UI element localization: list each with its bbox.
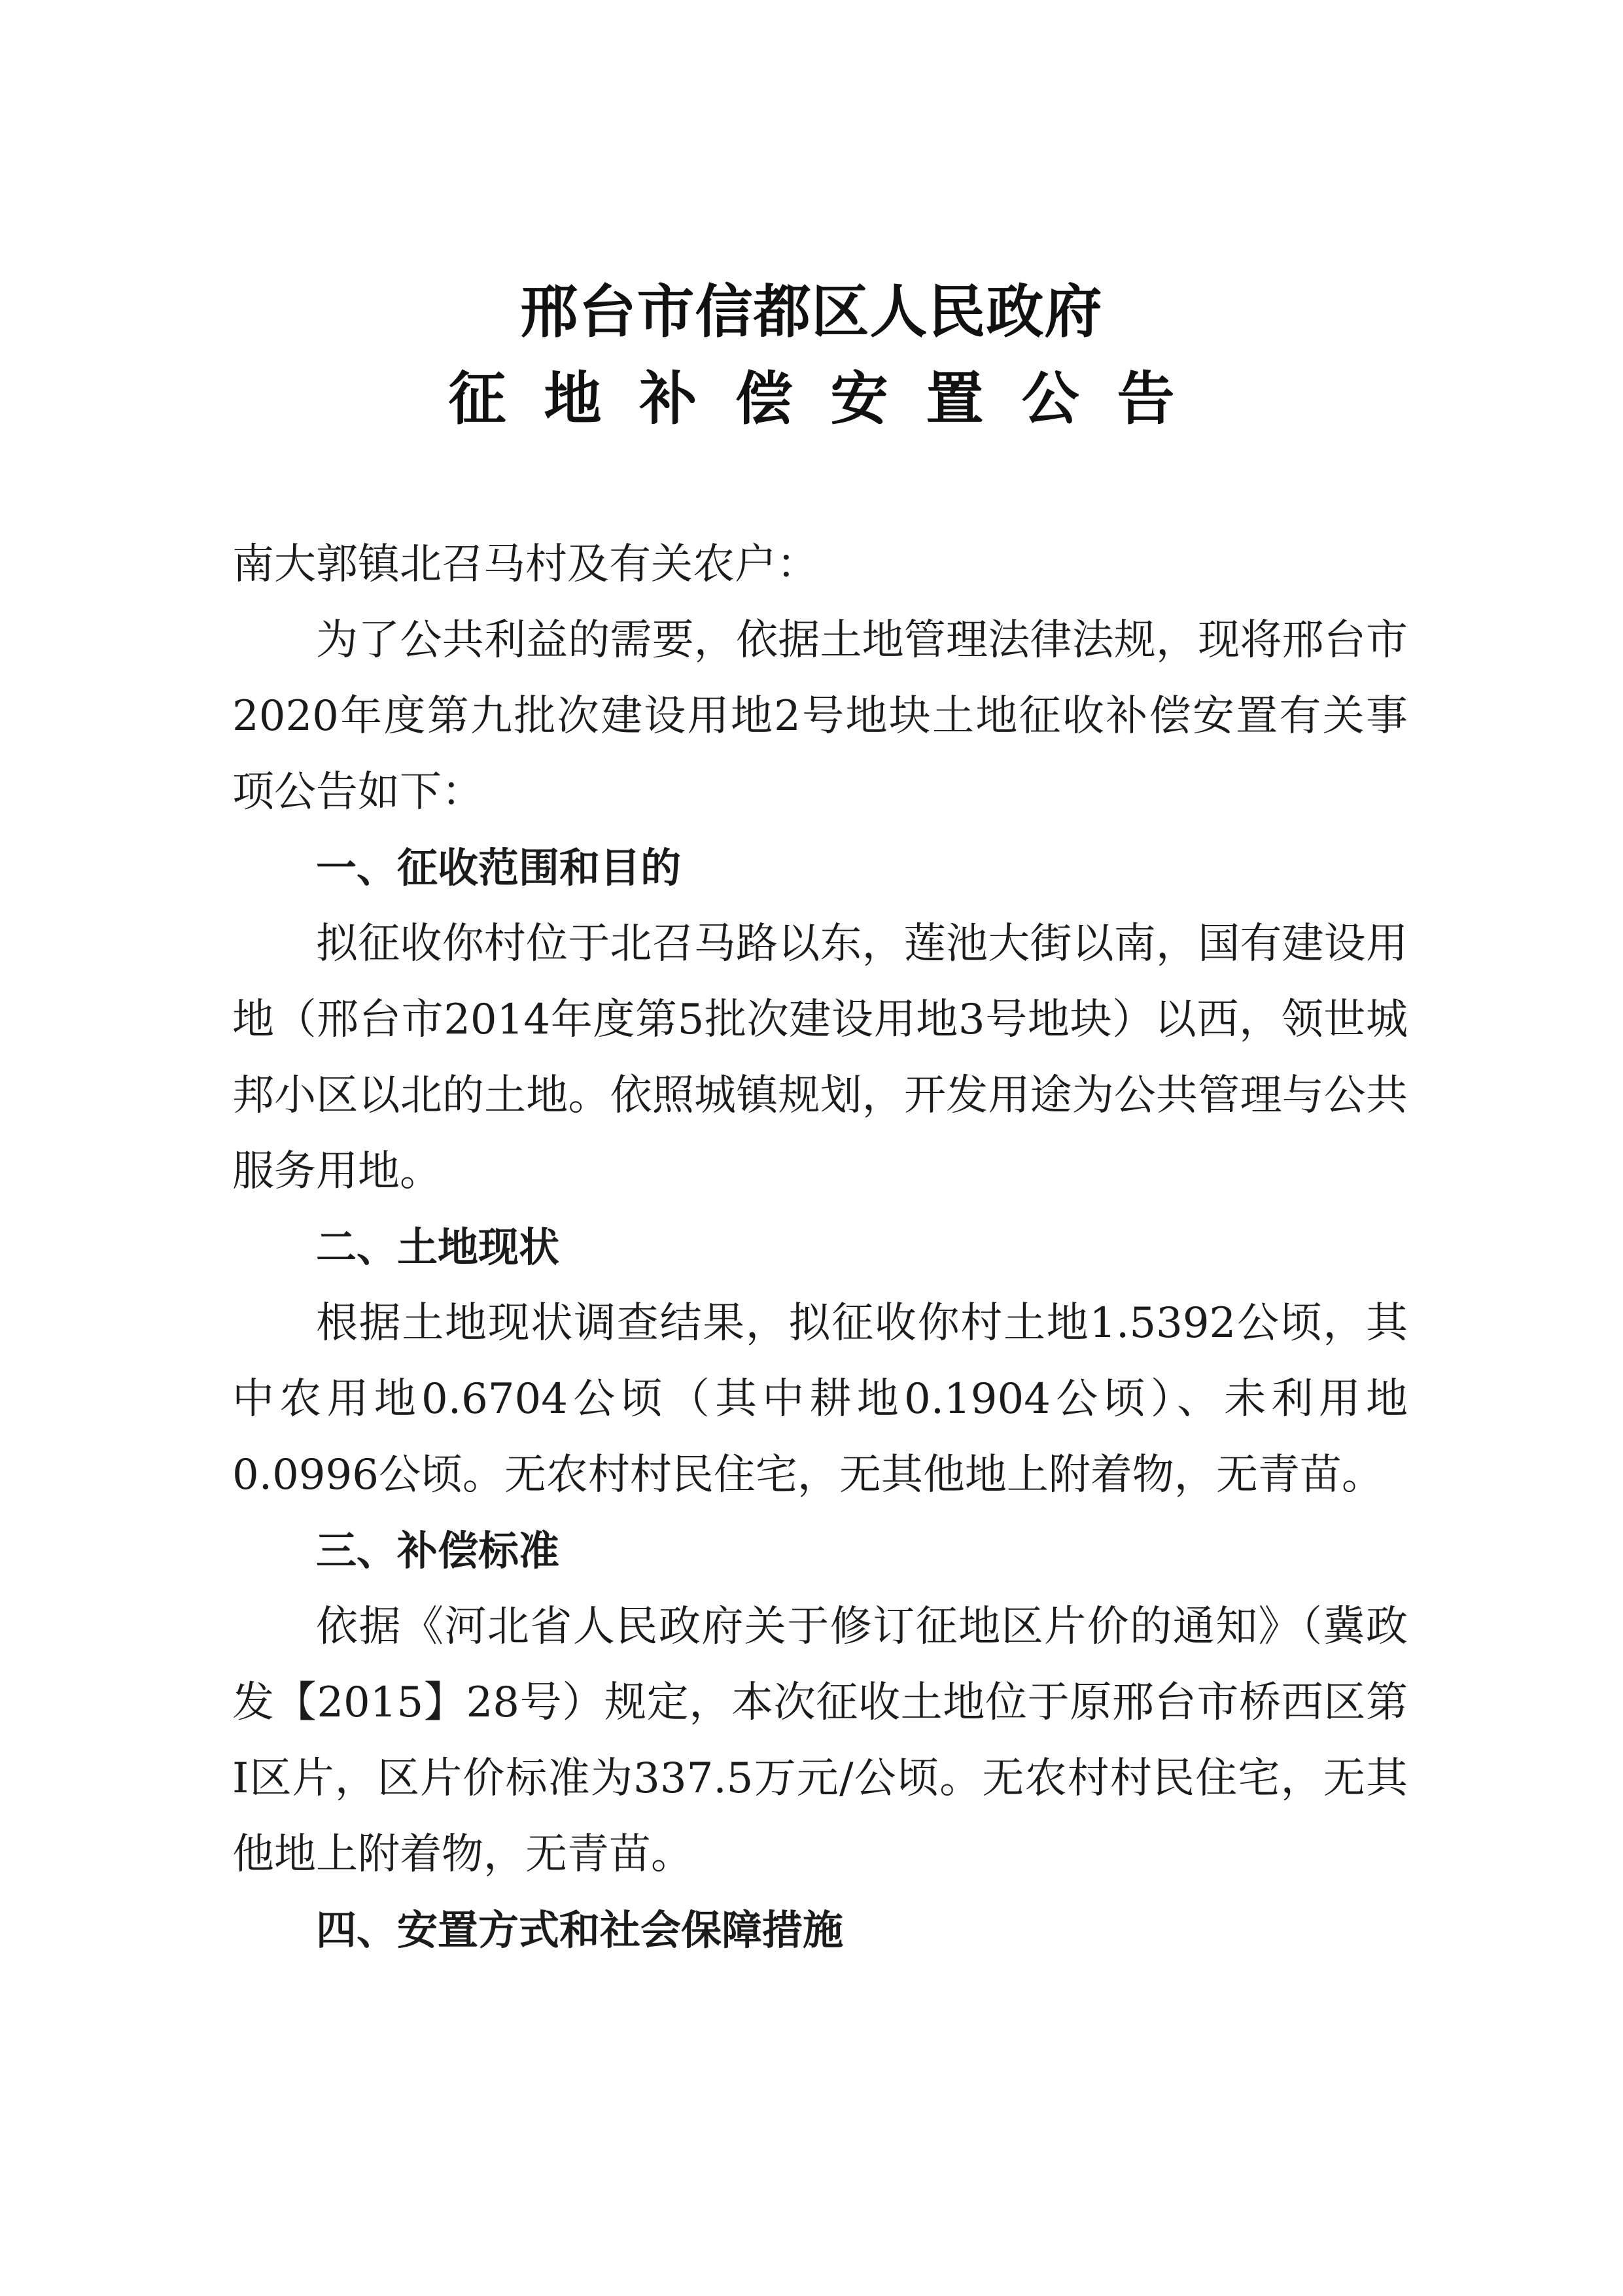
intro-paragraph: 为了公共利益的需要，依据土地管理法律法规，现将邢台市2020年度第九批次建设用地2号地块土地征收补偿安置有关事项公告如下： — [232, 616, 1408, 816]
section-heading-compensation: 三、补偿标准 — [316, 1527, 560, 1574]
document-body — [232, 527, 1408, 1968]
section-text-compensation: 依据《河北省人民政府关于修订征地区片价的通知》（冀政发【2015】28号）规定，本次征收土地位于原邢台市桥西区第Ⅰ区片，区片价标准为337.5万元/公顷。无农村村民住宅，无其他地上附着物，无青苗。 — [232, 1603, 1408, 1879]
addressee-line: 南大郭镇北召马村及有关农户： — [232, 540, 818, 589]
document-title: 邢台市信都区人民政府 — [520, 277, 1103, 345]
document-subtitle: 征地补偿安置公告 — [448, 364, 1213, 432]
section-text-land-status: 根据土地现状调查结果，拟征收你村土地1.5392公顷，其中农用地0.6704公顷（其中耕地0.1904公顷）、未利用地0.0996公顷。无农村村民住宅，无其他地上附着物，无青苗。 — [232, 1299, 1408, 1499]
section-heading-land-status: 二、土地现状 — [316, 1223, 560, 1271]
section-heading-resettlement: 四、安置方式和社会保障措施 — [316, 1906, 844, 1954]
section-text-scope: 拟征收你村位于北召马路以东，莲池大街以南，国有建设用地（邢台市2014年度第5批次建设用地3号地块）以西，领世城邦小区以北的土地。依照城镇规划，开发用途为公共管理与公共服务用地。 — [232, 920, 1408, 1196]
section-heading-scope: 一、征收范围和目的 — [316, 844, 682, 892]
